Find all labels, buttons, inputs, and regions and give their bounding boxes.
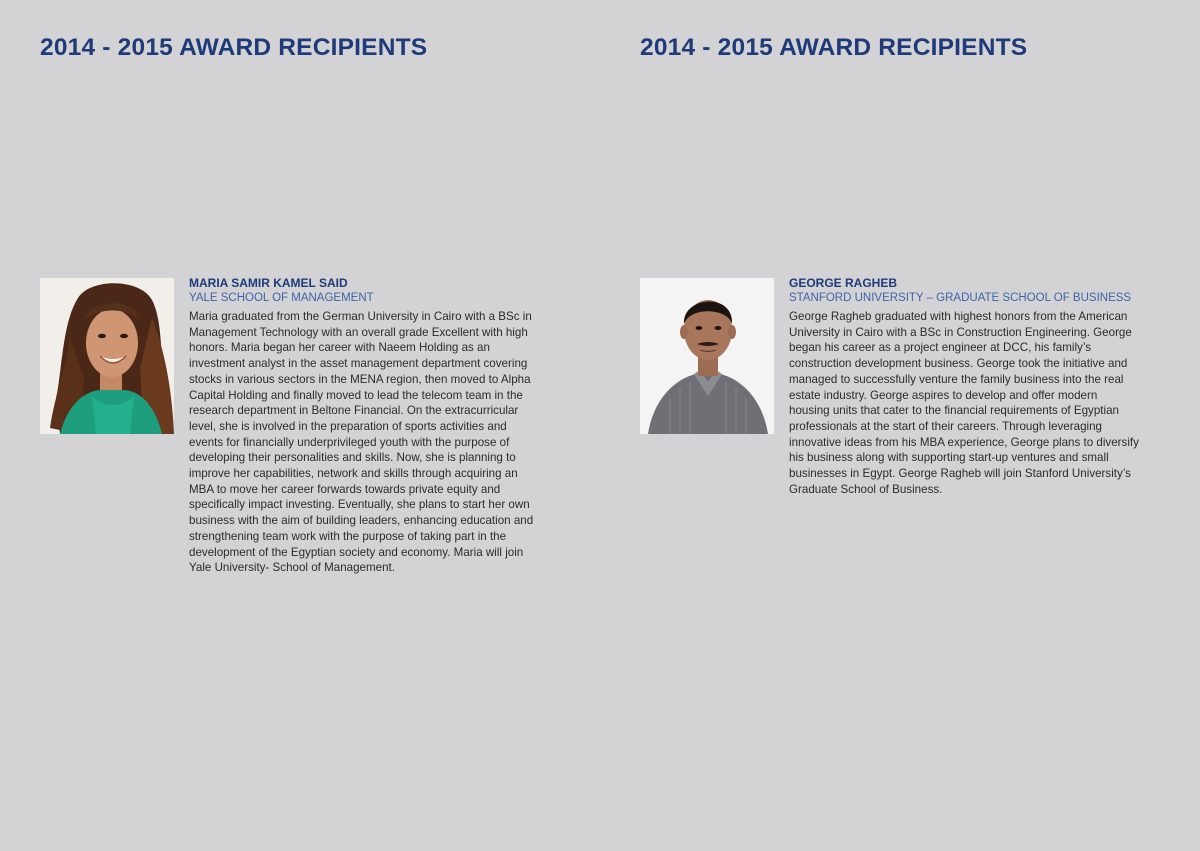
recipient-bio-block (789, 276, 1141, 497)
right-page (600, 0, 1200, 851)
recipient-photo (640, 278, 774, 434)
recipient-bio: Maria graduated from the German University in Cairo with a BSc in Management Technology with an overall grade Excellent with high honors. Maria began her career with Naeem Holding as an investment analyst in the asset management department covering stocks in various sectors in the MENA region, then moved to Alpha Capital Holding and finally moved to lead the telecom team in the research department in Beltone Financial. On the extracurricular level, she is involved in the preparation of sports activities and events for financially underprivileged youth with the purpose of developing their personalities and skills. Now, she is planning to improve her capabilities, network and skills through acquiring an MBA to move her career forwards towards private equity and specifically impact investing. Eventually, she plans to start her own business with the aim of building leaders, enhancing education and strengthening team work with the purpose of taking part in the development of the Egyptian society and economy. Maria will join Yale University- School of Management. (189, 310, 534, 575)
recipient-bio: George Ragheb graduated with highest honors from the American University in Cairo with a BSc in Construction Engineering. George began his career as a project engineer at DCC, his family’s construction development business. George took the initiative and managed to successfully venture the family business into the real estate industry. George aspires to develop and offer modern housing units that cater to the financial requirements of Egyptian professionals at the start of their careers. Through leveraging innovative ideas from his MBA experience, George plans to diversify his business along with supporting start-up ventures and small businesses in Egypt. George Ragheb will join Stanford University’s Graduate School of Business. (789, 310, 1139, 496)
recipient-name: MARIA SAMIR KAMEL SAID (189, 276, 348, 290)
page-title: 2014 - 2015 AWARD RECIPIENTS (40, 34, 428, 61)
recipient-photo-maria (40, 278, 174, 434)
recipient-bio-block (189, 276, 541, 576)
recipient-photo-george (640, 278, 774, 434)
recipient-name: GEORGE RAGHEB (789, 276, 898, 290)
recipient-photo (40, 278, 174, 434)
recipient-school: STANFORD UNIVERSITY – GRADUATE SCHOOL OF BUSINESS (789, 292, 1132, 304)
page-title: 2014 - 2015 AWARD RECIPIENTS (640, 34, 1028, 61)
recipient-school: YALE SCHOOL OF MANAGEMENT (189, 292, 374, 304)
